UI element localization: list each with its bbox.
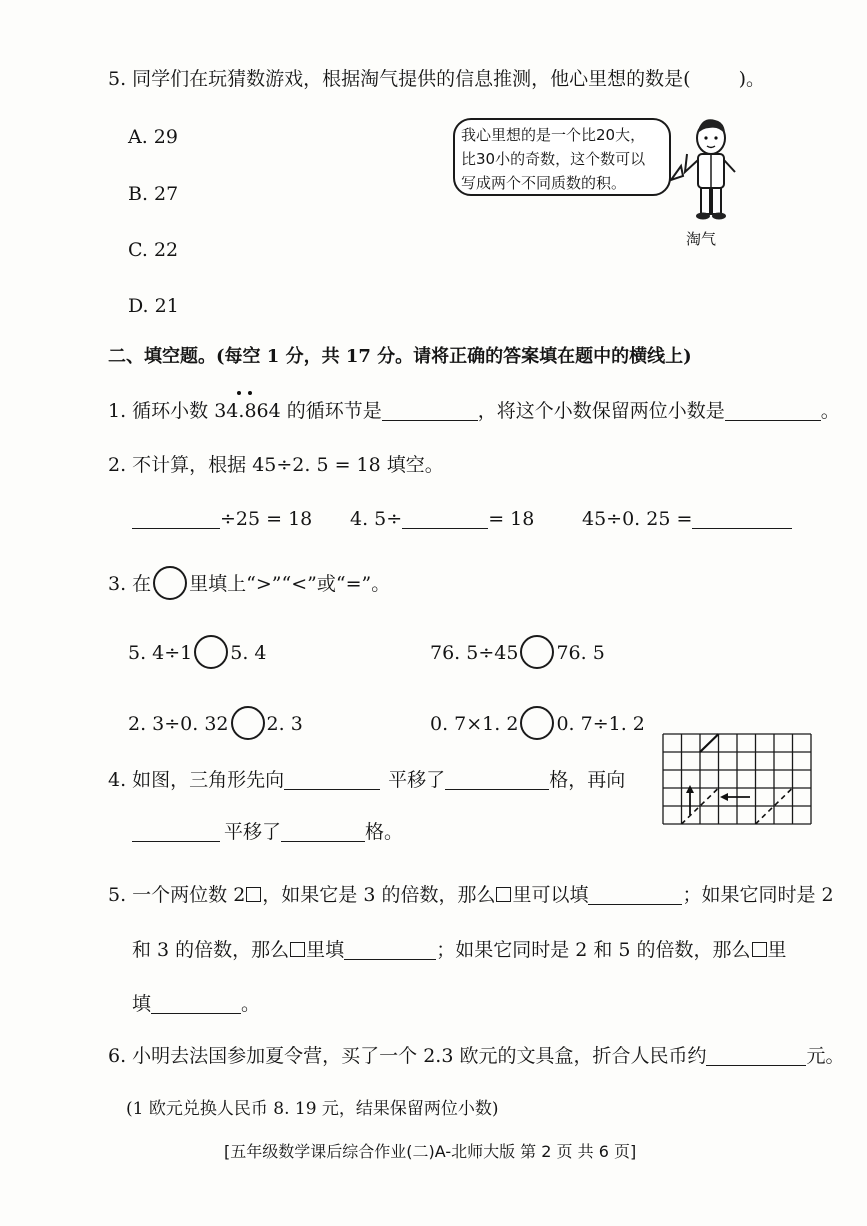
q5-stem: 5. 同学们在玩猜数游戏，根据淘气提供的信息推测，他心里想的数是( )。	[108, 68, 766, 90]
fill-q2-stem: 2. 不计算，根据 45÷2. 5 = 18 填空。	[108, 454, 444, 476]
q5-option-a[interactable]: A. 29	[128, 126, 178, 148]
fill-q1: 1. 循环小数 34.864 的循环节是 ，将这个小数保留两位小数是 。	[108, 400, 840, 422]
page-footer: [五年级数学课后综合作业(二)A-北师大版 第 2 页 共 6 页]	[224, 1142, 637, 1161]
fill-q4-line1: 4. 如图，三角形先向 平移了 格，再向	[108, 769, 626, 791]
compare-circle-1[interactable]	[194, 635, 228, 669]
fill-q5-line1: 5. 一个两位数 2 ，如果它是 3 的倍数，那么 里可以填 ；如果它同时是 2	[108, 884, 834, 906]
repeating-decimal-digits: 864	[244, 400, 281, 422]
fill-q5-line3: 填 。	[132, 993, 261, 1015]
digit-box-icon	[290, 942, 305, 957]
q6-blank[interactable]	[706, 1045, 806, 1066]
compare-circle-3[interactable]	[231, 706, 265, 740]
q2-blank-a[interactable]	[132, 508, 220, 529]
compare-item-1: 5. 4÷1 5. 4	[128, 635, 267, 669]
q1-blank-2[interactable]	[725, 400, 821, 421]
fill-q3-stem: 3. 在 里填上“>”“<”或“=”。	[108, 566, 390, 600]
compare-circle-2[interactable]	[520, 635, 554, 669]
character-name: 淘气	[686, 230, 717, 248]
bubble-line-1: 我心里想的是一个比20大，	[461, 126, 646, 144]
compare-item-4: 0. 7×1. 2 0. 7÷1. 2	[430, 706, 645, 740]
q1-blank-1[interactable]	[382, 400, 478, 421]
fill-q6: 6. 小明去法国参加夏令营，买了一个 2.3 欧元的文具盒，折合人民币约 元。	[108, 1045, 845, 1067]
example-circle	[153, 566, 187, 600]
digit-box-icon	[246, 887, 261, 902]
fill-q2-a: ÷25 = 18	[132, 506, 312, 532]
q5-blank-3[interactable]	[151, 993, 241, 1014]
q6-note: (1 欧元兑换人民币 8. 19 元，结果保留两位小数)	[126, 1099, 499, 1119]
bubble-line-2: 比30小的奇数，这个数可以	[461, 150, 646, 168]
q5-option-c[interactable]: C. 22	[128, 239, 179, 261]
section-heading: 二、填空题。(每空 1 分，共 17 分。请将正确的答案填在题中的横线上)	[108, 346, 692, 367]
q5-option-b[interactable]: B. 27	[128, 183, 179, 205]
q5-blank-2[interactable]	[344, 939, 436, 960]
compare-item-3: 2. 3÷0. 32 2. 3	[128, 706, 303, 740]
translation-grid-figure	[662, 733, 812, 825]
speech-bubble	[453, 118, 671, 196]
q2-blank-c[interactable]	[692, 508, 792, 529]
fill-q2-b: 4. 5÷ = 18	[350, 508, 535, 530]
fill-q4-line2: 平移了 格。	[132, 819, 403, 845]
q5-answer-blank[interactable]	[691, 69, 739, 89]
fill-q2-c: 45÷0. 25 =	[582, 506, 792, 532]
digit-box-icon	[752, 942, 767, 957]
compare-item-2: 76. 5÷45 76. 5	[430, 635, 605, 669]
fill-q5-line2: 和 3 的倍数，那么 里填 ；如果它同时是 2 和 5 的倍数，那么 里	[132, 939, 787, 961]
q4-blank-direction-1[interactable]	[284, 769, 380, 790]
q5-blank-1[interactable]	[588, 884, 682, 905]
repeating-dot-2	[248, 391, 252, 395]
q5-option-d[interactable]: D. 21	[128, 295, 179, 317]
digit-box-icon	[496, 887, 511, 902]
compare-circle-4[interactable]	[520, 706, 554, 740]
bubble-line-3: 写成两个不同质数的积。	[461, 174, 627, 192]
boy-character-illustration	[665, 110, 750, 235]
q4-blank-count-2[interactable]	[281, 821, 365, 842]
q2-blank-b[interactable]	[402, 508, 488, 529]
q4-blank-direction-2[interactable]	[132, 821, 220, 842]
q4-blank-count-1[interactable]	[445, 769, 549, 790]
repeating-dot-1	[237, 391, 241, 395]
